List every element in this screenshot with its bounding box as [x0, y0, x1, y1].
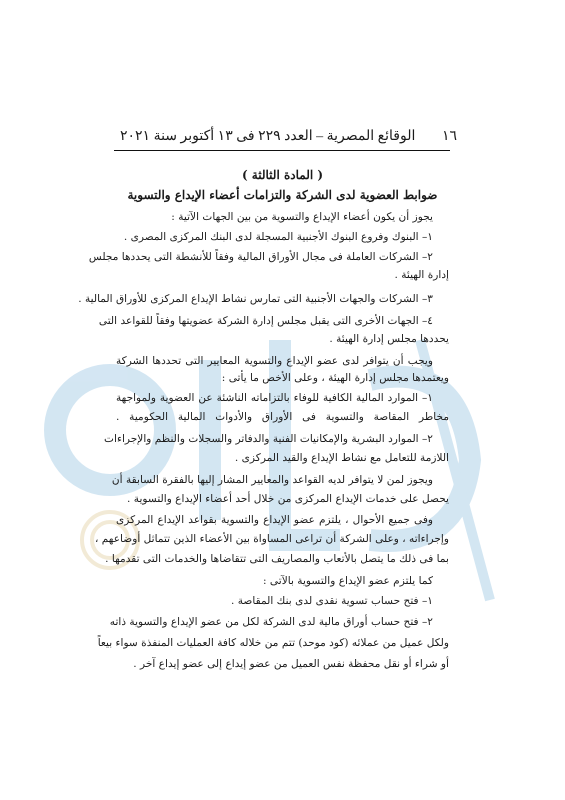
article-title: ( المادة الثالثة ) [241, 168, 324, 182]
text-line: ٢– الموارد البشرية والإمكانيات الفنية والدفاتر والسجلات والنظم والإجراءات [104, 433, 433, 445]
text-line: ٢– فتح حساب أوراق مالية لدى الشركة لكل من عضو الإيداع والتسوية ذاته [109, 616, 433, 628]
text-line: يجوز أن يكون أعضاء الإيداع والتسوية من بين الجهات الآتية : [171, 211, 433, 223]
text-line: ١– الموارد المالية الكافية للوفاء بالتزاماته الناشئة عن العضوية ولمواجهة [116, 392, 433, 404]
section-subheading: ضوابط العضوية لدى الشركة والتزامات أعضاء الإيداع والتسوية [127, 188, 438, 202]
text-line: أو شراء أو نقل محفظة نفس العميل من عضو إيداع إلى عضو إيداع آخر . [133, 658, 449, 670]
text-line: ويعتمدها مجلس إدارة الهيئة ، وعلى الأخص ما يأتى : [221, 372, 449, 384]
page-number: ١٦ [441, 129, 457, 144]
text-line: مخاطر المقاصة والتسوية فى الأوراق والأدوات المالية الحكومية . [116, 411, 449, 423]
text-line: وإجراءاته ، وعلى الشركة أن تراعى المساواة بين الأعضاء الذين تتماثل أوضاعهم ، [94, 533, 449, 545]
text-line: ١– البنوك وفروع البنوك الأجنبية المسجلة لدى البنك المركزى المصرى . [123, 231, 433, 243]
text-line: ويجوز لمن لا يتوافر لديه القواعد والمعايير المشار إليها بالفقرة السابقة أن [111, 474, 433, 486]
text-line: يحددها مجلس إدارة الهيئة . [329, 333, 449, 345]
text-line: يحصل على خدمات الإيداع المركزى من خلال أحد أعضاء الإيداع والتسوية . [127, 493, 449, 505]
page-header [120, 128, 457, 150]
text-line: كما يلتزم عضو الإيداع والتسوية بالآتى : [263, 575, 433, 587]
gazette-title: الوقائع المصرية – العدد ٢٢٩ فى ١٣ أكتوبر سنة ٢٠٢١ [120, 129, 416, 144]
text-line: وفى جميع الأحوال ، يلتزم عضو الإيداع والتسوية بقواعد الإيداع المركزى [116, 514, 433, 526]
text-line: ٣– الشركات والجهات الأجنبية التى تمارس نشاط الإيداع المركزى للأوراق المالية . [78, 293, 433, 305]
text-line: ٤– الجهات الأخرى التى يقبل مجلس إدارة الشركة عضويتها وفقاً للقواعد التى [98, 315, 433, 327]
text-line: بما فى ذلك ما يتصل بالأتعاب والمصاريف التى تتقاضاها والخدمات التى تقدمها . [105, 553, 449, 565]
text-line: اللازمة للتعامل مع نشاط الإيداع والقيد المركزى . [234, 452, 449, 464]
header-rule [114, 150, 450, 151]
text-line: ٢– الشركات العاملة فى مجال الأوراق المالية وفقاً للأنشطة التى يحددها مجلس [88, 251, 433, 263]
text-line: ويجب أن يتوافر لدى عضو الإيداع والتسوية المعايير التى تحددها الشركة [116, 355, 433, 367]
text-line: ١– فتح حساب تسوية نقدى لدى بنك المقاصة . [231, 595, 433, 607]
text-line: إدارة الهيئة . [394, 269, 449, 281]
text-line: ولكل عميل من عملائه (كود موحد) تتم من خلاله كافة العمليات المنفذة سواء بيعاً [97, 637, 449, 649]
